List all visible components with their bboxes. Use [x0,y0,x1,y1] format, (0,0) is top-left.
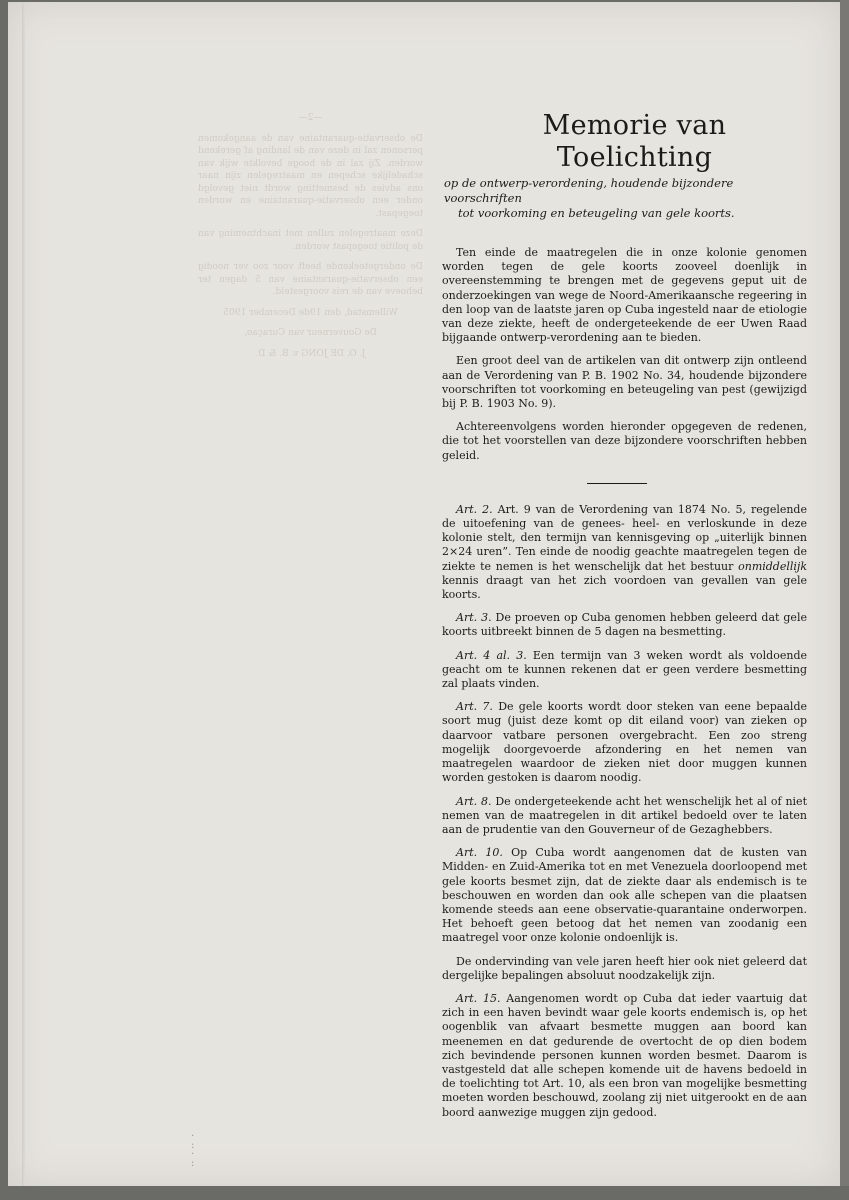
article-label: Art. 8. [456,794,492,808]
bleed-through-text [198,112,423,368]
subtitle-line: tot voorkoming en beteugeling van gele koorts. [458,206,735,220]
article-paragraph [442,700,807,785]
article-text: De ondervinding van vele jaren heeft hier ook niet geleerd dat dergelijke bepalingen absoluut noodzakelijk zijn. [442,954,807,982]
page-fold [22,2,25,1192]
ghost-page-mark: —2— [298,113,323,123]
margin-marks-icon: · : · : [191,1131,195,1169]
article-paragraph [442,503,807,602]
document-title: Memorie van Toelichting [542,110,727,173]
document-content [442,110,807,1129]
intro-paragraph: Achtereenvolgens worden hieronder opgegeven de redenen, die tot het voorstellen van deze bijzondere voorschriften hebben geleid. [442,420,807,462]
article-label: Art. 10. [456,846,503,860]
article-label: Art. 15. [456,991,501,1005]
ghost-paragraph: De ondergeteekende heeft voor zoo ver noodig een observatie-quarantaine van 5 dagen ter behoeve van de reis voorgesteld. [198,262,423,297]
section-divider [442,477,807,491]
intro-paragraph: Ten einde de maatregelen die in onze kolonie genomen worden tegen de gele koorts zooveel doenlijk in overeenstemming te brengen met de gegevens geput uit de onderzoekingen van wege de Noord-Amerikaansche regeering in den loop van de laatste jaren op Cuba ingesteld naar de etiologie van deze ziekte, heeft de ondergeteekende de eer Uwen Raad bijgaande ontwerp-verordening aan te bieden. [442,246,807,345]
article-emphasis: onmiddellijk [738,559,807,573]
ghost-office: De Gouverneur van Curaçao, [244,328,377,338]
ghost-paragraph: Deze maatregelen zullen met inachtneming van de politie toegepast worden. [198,229,423,252]
subtitle-line: op de ontwerp-verordening, houdende bijzondere voorschriften [444,176,734,205]
article-paragraph [442,955,807,983]
article-paragraph [442,992,807,1120]
article-label: Art. 4 al. 3. [456,648,527,662]
article-text: kennis draagt van het zich voordoen van gevallen van gele koorts. [442,573,807,602]
ghost-place-date: Willemstad, den 19de December 1905 [223,307,398,318]
article-paragraph [442,846,807,945]
ghost-paragraph: De observatie-quarantaine van de aangekomen personen zal in deze van de landing af gerekend worden. Zij zal in de hooge bevolkte wijk van schadelijke schepen en maatregelen zijn naar ons advies de besmetting wordt niet gevolgd onder een observatie-quarantaine en worden toegepast. [198,133,423,219]
article-text: De ondergeteekende acht het wenschelijk het al of niet nemen van de maatregelen in dit artikel bedoeld over te laten aan de prudentie van den Gouverneur of de Gezaghebbers. [442,794,807,836]
article-label: Art. 2. [456,502,493,516]
document-subtitle [442,176,807,221]
ghost-signatory: J. O. DE JONG v. B. & D. [255,348,366,359]
article-text: Art. 9 van de Verordening van 1874 No. 5, regelende de uitoefening van de genees- heel- en verloskunde in deze kolonie stelt, den termijn van kennisgeving op „uiterlijk binnen 2×24 uren”. Ten einde de noodig geachte maatregelen tegen de ziekte te nemen is het wenschelijk dat het bestuur [442,502,807,573]
article-text: De proeven op Cuba genomen hebben geleerd dat gele koorts uitbreekt binnen de 5 dagen na besmetting. [442,611,807,639]
article-label: Art. 3. [456,611,492,625]
intro-paragraph: Een groot deel van de artikelen van dit ontwerp zijn ontleend aan de Verordening van P. B. 1902 No. 34, houdende bijzondere voorschriften tot voorkoming en beteugeling van pest (gewijzigd bij P. B. 1903 No. 9). [442,354,807,411]
article-text: De gele koorts wordt door steken van eene bepaalde soort mug (juist deze komt op dit eiland voor) van zieken op daarvoor vatbare personen overgebracht. Een zoo streng mogelijk doorgevoerde afzondering en het nemen van maatregelen waardoor de zieken niet door muggen kunnen worden gestoken is daarom noodig. [442,700,807,785]
scan-edge [840,0,849,1200]
article-paragraph [442,649,807,692]
article-text: Aangenomen wordt op Cuba dat ieder vaartuig dat zich in een haven bevindt waar gele koorts endemisch is, op het oogenblik van afvaart besmette muggen aan boord kan meenemen en dat gedurende de overtocht de op dien bodem zich bevindende personen kunnen worden besmet. Daarom is vastgesteld dat alle schepen komende uit de havens bedoeld in de toelichting tot Art. 10, als een bron van mogelijke besmetting moeten worden beschouwd, zoolang zij niet uitgerookt en de aan boord aanwezige muggen zijn gedood. [442,991,808,1119]
article-label: Art. 7. [456,700,493,714]
scan-edge [0,1186,849,1200]
article-text: Op Cuba wordt aangenomen dat de kusten van Midden- en Zuid-Amerika tot en met Venezuela doorloopend met gele koorts besmet zijn, dat de ziekte daar als endemisch is te beschouwen en worden dan ook alle schepen van die plaatsen komende steeds aan eene observatie-quarantaine onderworpen. Het behoeft geen betoog dat het nemen van zoodanig een maatregel voor onze kolonie ondoenlijk is. [442,846,808,945]
article-paragraph [442,611,807,639]
article-paragraph [442,795,807,838]
article-text: Een termijn van 3 weken wordt als voldoende geacht om te kunnen rekenen dat er geen verdere besmetting zal plaats vinden. [442,648,807,691]
